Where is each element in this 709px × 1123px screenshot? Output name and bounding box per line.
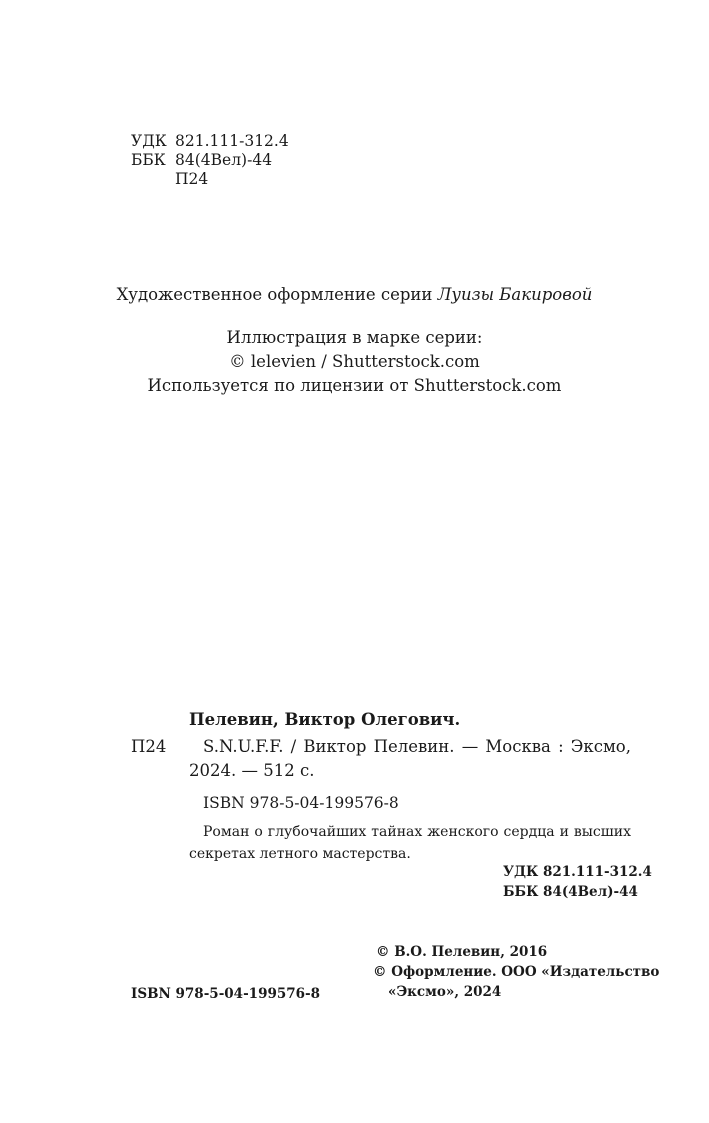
isbn-bottom: ISBN 978-5-04-199576-8 — [131, 986, 321, 1002]
copyright-design: © Оформление. ООО «Издательство — [373, 964, 660, 980]
bbk-label: ББК — [131, 151, 166, 169]
biblio-title-line: S.N.U.F.F. / Виктор Пелевин. — Москва : Эксмо, — [203, 737, 631, 756]
designer-name: Луизы Бакировой — [437, 285, 593, 304]
copyright-publisher: «Эксмо», 2024 — [388, 984, 502, 1000]
biblio-author-sign: П24 — [131, 737, 167, 756]
copyright-author: © В.О. Пелевин, 2016 — [376, 944, 548, 960]
biblio-bbk: ББК 84(4Вел)-44 — [503, 884, 638, 900]
annotation-line2: секретах летного мастерства. — [189, 846, 411, 862]
design-credit-prefix: Художественное оформление серии — [116, 285, 438, 304]
biblio-udk: УДК 821.111-312.4 — [503, 864, 652, 880]
author-sign-row — [131, 170, 289, 189]
classification-block — [131, 132, 289, 189]
biblio-isbn: ISBN 978-5-04-199576-8 — [203, 794, 399, 812]
udk-row — [131, 132, 289, 151]
author-sign: П24 — [175, 170, 209, 188]
illustration-credit-line1: Иллюстрация в марке серии: — [226, 328, 483, 347]
biblio-year-line: 2024. — 512 с. — [189, 761, 315, 780]
bbk-row — [131, 151, 289, 170]
illustration-credit-line3: Используется по лицензии от Shutterstock.com — [147, 376, 562, 395]
biblio-author: Пелевин, Виктор Олегович. — [189, 710, 461, 729]
design-credit — [0, 283, 709, 307]
annotation-line1: Роман о глубочайших тайнах женского сердца и высших — [203, 824, 631, 840]
udk-label: УДК — [131, 132, 167, 150]
illustration-credit-line2: © lelevien / Shutterstock.com — [229, 352, 480, 371]
bbk-value: 84(4Вел)-44 — [175, 151, 273, 169]
udk-value: 821.111-312.4 — [175, 132, 289, 150]
